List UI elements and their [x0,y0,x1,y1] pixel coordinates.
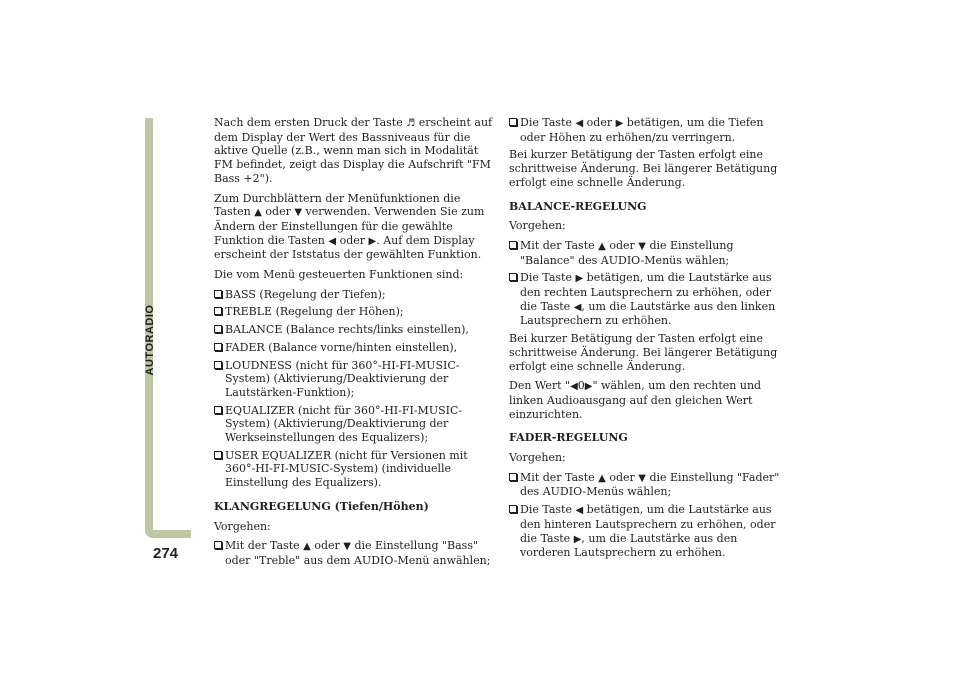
left-arrow-icon: ◀ [573,301,582,313]
margin-bar-foot [145,530,191,538]
checkbox-bullet-icon [214,325,222,333]
right-column [509,116,791,564]
checkbox-bullet-icon [214,406,222,414]
list-item: EQUALIZER (nicht für 360°-HI-FI-MUSIC-System) (Aktivierung/Deaktivierung der Werkseinstellungen des Equalizers); [214,404,496,445]
paragraph-press-duration: Bei kurzer Betätigung der Tasten erfolgt eine schrittweise Änderung. Bei längerer Betätigung erfolgt eine schnelle Änderung. [509,148,778,189]
list-item: TREBLE (Regelung der Höhen); [214,305,496,319]
checkbox-bullet-icon [509,118,517,126]
checkbox-bullet-icon [214,541,222,549]
checkbox-bullet-icon [214,290,222,298]
paragraph-functions-intro: Die vom Menü gesteuerten Funktionen sind: [214,268,464,282]
checkbox-bullet-icon [214,343,222,351]
list-item: Mit der Taste ▲ oder ▼ die Einstellung "Fader" des AUDIO-Menüs wählen; [509,471,791,499]
list-item: Mit der Taste ▲ oder ▼ die Einstellung "Bass" oder "Treble" aus dem AUDIO-Menü anwählen; [214,539,496,567]
left-arrow-icon: ◀ [570,381,578,393]
left-arrow-icon: ◀ [575,505,584,517]
right-arrow-icon: ▶ [615,118,624,129]
list-item: LOUDNESS (nicht für 360°-HI-FI-MUSIC-System) (Aktivierung/Deaktivierung der Lautstärken-Funktion); [214,359,496,400]
list-item: Die Taste ◀ oder ▶ betätigen, um die Tiefen oder Höhen zu erhöhen/zu verringern. [509,116,791,144]
right-arrow-icon: ▶ [573,533,582,545]
up-arrow-icon: ▲ [254,207,262,219]
list-item: BASS (Regelung der Tiefen); [214,288,496,302]
heading-balance: BALANCE-REGELUNG [509,199,647,213]
paragraph-menu-navigation: Zum Durchblättern der Menüfunktionen die Tasten ▲ oder ▼ verwenden. Verwenden Sie zum Ändern der Einstellungen für die gewählte Funktion die Tasten ◀ oder ▶. Auf dem Display erscheint der Iststatus der gewählten Funktion. [214,191,485,262]
checkbox-bullet-icon [214,307,222,315]
checkbox-bullet-icon [509,241,517,249]
paragraph-bass-display: Nach dem ersten Druck der Taste ♬ erscheint auf dem Display der Wert des Bassniveaus für die aktive Quelle (z.B., wenn man sich in Modalität FM befindet, zeigt das Display die Aufschrift "FM Bass +2"). [214,116,493,185]
page-number: 274 [153,545,179,562]
heading-fader: FADER-REGELUNG [509,431,628,445]
up-arrow-icon: ▲ [598,240,606,252]
down-arrow-icon: ▼ [343,541,351,553]
up-arrow-icon: ▲ [598,472,606,484]
list-item: Die Taste ▶ betätigen, um die Lautstärke aus den rechten Lautsprechern zu erhöhen, oder die Taste ◀, um die Lautstärke aus den linken Lautsprechern zu erhöhen. [509,271,791,328]
down-arrow-icon: ▼ [294,207,303,219]
checkbox-bullet-icon [214,361,222,369]
list-item: BALANCE (Balance rechts/links einstellen), [214,323,496,337]
left-arrow-icon: ◀ [575,118,584,129]
list-item: USER EQUALIZER (nicht für Versionen mit 360°-HI-FI-MUSIC-System) (individuelle Einstellung des Equalizers). [214,449,496,490]
vorgehen-label: Vorgehen: [509,219,566,233]
checkbox-bullet-icon [509,473,517,481]
list-item: Die Taste ◀ betätigen, um die Lautstärke aus den hinteren Lautsprechern zu erhöhen, oder die Taste ▶, um die Lautstärke aus den vorderen Lautsprechern zu erhöhen. [509,503,791,560]
vorgehen-label: Vorgehen: [509,451,566,465]
paragraph-press-duration: Bei kurzer Betätigung der Tasten erfolgt eine schrittweise Änderung. Bei längerer Betätigung erfolgt eine schnelle Änderung. [509,332,778,373]
list-item: Mit der Taste ▲ oder ▼ die Einstellung "Balance" des AUDIO-Menüs wählen; [509,239,791,267]
checkbox-bullet-icon [509,273,517,281]
paragraph-zero-value: Den Wert "◀0▶" wählen, um den rechten und linken Audioausgang auf den gleichen Wert einzurichten. [509,379,762,421]
right-arrow-icon: ▶ [368,235,377,247]
left-column [214,116,496,572]
vorgehen-label: Vorgehen: [214,519,271,533]
music-note-icon: ♬ [406,118,416,129]
checkbox-bullet-icon [214,451,222,459]
checkbox-bullet-icon [509,505,517,513]
down-arrow-icon: ▼ [638,240,646,252]
right-arrow-icon: ▶ [575,273,584,285]
right-arrow-icon: ▶ [584,381,593,393]
down-arrow-icon: ▼ [638,472,646,484]
left-arrow-icon: ◀ [328,235,337,247]
list-item: FADER (Balance vorne/hinten einstellen), [214,341,496,355]
up-arrow-icon: ▲ [303,541,311,553]
heading-klangregelung: KLANGREGELUNG (Tiefen/Höhen) [214,499,429,513]
